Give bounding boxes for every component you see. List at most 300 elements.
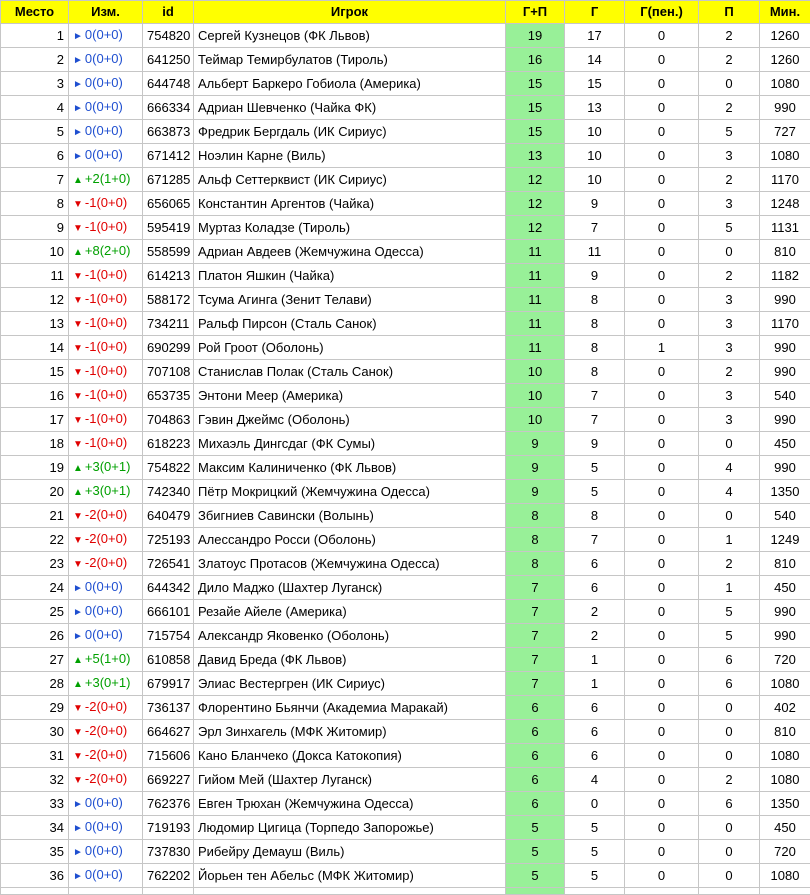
id-cell: 762376 bbox=[143, 792, 194, 816]
goals-cell: 1 bbox=[565, 672, 625, 696]
arrow-right-icon: ► bbox=[73, 607, 83, 618]
table-row[interactable] bbox=[1, 24, 810, 48]
id-cell: 671412 bbox=[143, 144, 194, 168]
arrow-right-icon: ► bbox=[73, 151, 83, 162]
place-cell: 29 bbox=[1, 696, 69, 720]
change-cell bbox=[69, 432, 143, 456]
change-cell bbox=[69, 600, 143, 624]
pen-cell: 0 bbox=[625, 96, 699, 120]
gp-cell: 10 bbox=[506, 384, 565, 408]
table-row[interactable] bbox=[1, 600, 810, 624]
table-row[interactable] bbox=[1, 192, 810, 216]
gp-cell: 9 bbox=[506, 480, 565, 504]
assists-cell: 6 bbox=[699, 792, 760, 816]
player-cell[interactable]: Тсума Агинга (Зенит Телави) bbox=[194, 288, 506, 312]
pen-cell: 0 bbox=[625, 360, 699, 384]
change-cell bbox=[69, 96, 143, 120]
id-cell: 588172 bbox=[143, 288, 194, 312]
gp-cell: 7 bbox=[506, 576, 565, 600]
change-cell bbox=[69, 24, 143, 48]
goals-cell: 7 bbox=[565, 384, 625, 408]
player-cell[interactable]: Златоус Протасов (Жемчужина Одесса) bbox=[194, 552, 506, 576]
gp-cell: 16 bbox=[506, 48, 565, 72]
goals-cell: 7 bbox=[565, 528, 625, 552]
table-row[interactable] bbox=[1, 696, 810, 720]
player-cell[interactable]: Адриан Шевченко (Чайка ФК) bbox=[194, 96, 506, 120]
arrow-down-icon: ▼ bbox=[73, 367, 83, 378]
arrow-down-icon: ▼ bbox=[73, 391, 83, 402]
pen-cell: 0 bbox=[625, 840, 699, 864]
pen-cell: 0 bbox=[625, 792, 699, 816]
player-cell[interactable]: Гийом Мей (Шахтер Луганск) bbox=[194, 768, 506, 792]
table-row[interactable] bbox=[1, 576, 810, 600]
minutes-cell: 1249 bbox=[760, 528, 810, 552]
pen-cell: 0 bbox=[625, 744, 699, 768]
header-place[interactable]: Место bbox=[1, 1, 69, 24]
minutes-cell: 1170 bbox=[760, 312, 810, 336]
assists-cell: 6 bbox=[699, 648, 760, 672]
minutes-cell: 1170 bbox=[760, 168, 810, 192]
player-cell[interactable]: Алессандро Росси (Оболонь) bbox=[194, 528, 506, 552]
arrow-down-icon: ▼ bbox=[73, 727, 83, 738]
arrow-down-icon: ▼ bbox=[73, 559, 83, 570]
header-gp[interactable]: Г+П bbox=[506, 1, 565, 24]
place-cell: 11 bbox=[1, 264, 69, 288]
player-cell[interactable]: Рой Гроот (Оболонь) bbox=[194, 336, 506, 360]
header-minutes[interactable]: Мин. bbox=[760, 1, 810, 24]
assists-cell: 0 bbox=[699, 240, 760, 264]
pen-cell: 0 bbox=[625, 216, 699, 240]
header-goals[interactable]: Г bbox=[565, 1, 625, 24]
change-cell bbox=[69, 744, 143, 768]
player-cell[interactable]: Йорьен тен Абельс (МФК Житомир) bbox=[194, 864, 506, 888]
place-cell: 2 bbox=[1, 48, 69, 72]
player-cell[interactable]: Дило Маджо (Шахтер Луганск) bbox=[194, 576, 506, 600]
player-cell[interactable]: Кано Бланчеко (Докса Катокопия) bbox=[194, 744, 506, 768]
place-cell: 10 bbox=[1, 240, 69, 264]
pen-cell: 0 bbox=[625, 672, 699, 696]
table-row[interactable] bbox=[1, 312, 810, 336]
table-row[interactable] bbox=[1, 384, 810, 408]
minutes-cell: 540 bbox=[760, 384, 810, 408]
place-cell: 17 bbox=[1, 408, 69, 432]
goals-cell: 5 bbox=[565, 480, 625, 504]
goals-cell: 7 bbox=[565, 216, 625, 240]
goals-cell: 14 bbox=[565, 48, 625, 72]
pen-cell: 0 bbox=[625, 264, 699, 288]
minutes-cell: 1080 bbox=[760, 672, 810, 696]
player-cell[interactable]: Энтони Меер (Америка) bbox=[194, 384, 506, 408]
arrow-right-icon: ► bbox=[73, 55, 83, 66]
header-row bbox=[1, 1, 810, 24]
arrow-right-icon: ► bbox=[73, 799, 83, 810]
arrow-down-icon: ▼ bbox=[73, 319, 83, 330]
place-cell: 14 bbox=[1, 336, 69, 360]
gp-cell: 11 bbox=[506, 312, 565, 336]
gp-cell: 8 bbox=[506, 552, 565, 576]
goals-cell: 9 bbox=[565, 192, 625, 216]
change-cell bbox=[69, 120, 143, 144]
pen-cell: 0 bbox=[625, 600, 699, 624]
table-row[interactable] bbox=[1, 240, 810, 264]
table-row[interactable] bbox=[1, 456, 810, 480]
gp-cell: 6 bbox=[506, 792, 565, 816]
arrow-down-icon: ▼ bbox=[73, 295, 83, 306]
pen-cell: 0 bbox=[625, 384, 699, 408]
id-cell: 653735 bbox=[143, 384, 194, 408]
gp-cell: 15 bbox=[506, 96, 565, 120]
place-cell: 13 bbox=[1, 312, 69, 336]
gp-cell: 5 bbox=[506, 816, 565, 840]
table-row[interactable] bbox=[1, 648, 810, 672]
change-cell bbox=[69, 264, 143, 288]
player-cell[interactable]: Михаэль Дингсдаг (ФК Сумы) bbox=[194, 432, 506, 456]
minutes-cell: 1080 bbox=[760, 864, 810, 888]
change-value: 0(0+0) bbox=[85, 51, 123, 66]
minutes-cell: 450 bbox=[760, 432, 810, 456]
gp-cell: 7 bbox=[506, 648, 565, 672]
gp-cell: 13 bbox=[506, 144, 565, 168]
assists-cell: 2 bbox=[699, 768, 760, 792]
change-value: +3(0+1) bbox=[85, 459, 131, 474]
assists-cell: 0 bbox=[699, 720, 760, 744]
id-cell: 610858 bbox=[143, 648, 194, 672]
id-cell: 704863 bbox=[143, 408, 194, 432]
pen-cell: 0 bbox=[625, 192, 699, 216]
id-cell: 644342 bbox=[143, 576, 194, 600]
goals-cell: 17 bbox=[565, 24, 625, 48]
change-value: 0(0+0) bbox=[85, 75, 123, 90]
arrow-down-icon: ▼ bbox=[73, 703, 83, 714]
change-cell bbox=[69, 456, 143, 480]
pen-cell: 0 bbox=[625, 576, 699, 600]
minutes-cell: 990 bbox=[760, 456, 810, 480]
goals-cell: 4 bbox=[565, 768, 625, 792]
gp-cell: 6 bbox=[506, 720, 565, 744]
arrow-right-icon: ► bbox=[73, 127, 83, 138]
table-row[interactable] bbox=[1, 672, 810, 696]
change-cell bbox=[69, 288, 143, 312]
assists-cell: 3 bbox=[699, 288, 760, 312]
minutes-cell: 1131 bbox=[760, 216, 810, 240]
id-cell: 644748 bbox=[143, 72, 194, 96]
change-value: -2(0+0) bbox=[85, 723, 127, 738]
player-cell[interactable]: Ноэлин Карне (Виль) bbox=[194, 144, 506, 168]
header-assists[interactable]: П bbox=[699, 1, 760, 24]
empty-cell bbox=[506, 888, 565, 895]
place-cell: 32 bbox=[1, 768, 69, 792]
place-cell: 33 bbox=[1, 792, 69, 816]
minutes-cell: 727 bbox=[760, 120, 810, 144]
change-value: -2(0+0) bbox=[85, 555, 127, 570]
player-cell[interactable]: Теймар Темирбулатов (Тироль) bbox=[194, 48, 506, 72]
arrow-up-icon: ▲ bbox=[73, 655, 83, 666]
player-cell[interactable]: Адриан Авдеев (Жемчужина Одесса) bbox=[194, 240, 506, 264]
change-cell bbox=[69, 480, 143, 504]
change-value: -1(0+0) bbox=[85, 339, 127, 354]
change-cell bbox=[69, 240, 143, 264]
gp-cell: 15 bbox=[506, 120, 565, 144]
place-cell: 21 bbox=[1, 504, 69, 528]
gp-cell: 15 bbox=[506, 72, 565, 96]
minutes-cell: 810 bbox=[760, 240, 810, 264]
assists-cell: 3 bbox=[699, 408, 760, 432]
arrow-right-icon: ► bbox=[73, 631, 83, 642]
player-cell[interactable]: Гэвин Джеймс (Оболонь) bbox=[194, 408, 506, 432]
table-row[interactable] bbox=[1, 144, 810, 168]
minutes-cell: 1080 bbox=[760, 144, 810, 168]
goals-cell: 8 bbox=[565, 504, 625, 528]
player-cell[interactable]: Пётр Мокрицкий (Жемчужина Одесса) bbox=[194, 480, 506, 504]
minutes-cell: 1260 bbox=[760, 48, 810, 72]
change-value: -1(0+0) bbox=[85, 411, 127, 426]
goals-cell: 10 bbox=[565, 120, 625, 144]
gp-cell: 11 bbox=[506, 264, 565, 288]
table-row[interactable] bbox=[1, 768, 810, 792]
arrow-up-icon: ▲ bbox=[73, 679, 83, 690]
table-row[interactable] bbox=[1, 744, 810, 768]
id-cell: 754822 bbox=[143, 456, 194, 480]
change-cell bbox=[69, 576, 143, 600]
player-cell[interactable]: Фредрик Бергдаль (ИК Сириус) bbox=[194, 120, 506, 144]
table-row[interactable] bbox=[1, 408, 810, 432]
goals-cell: 13 bbox=[565, 96, 625, 120]
pen-cell: 0 bbox=[625, 648, 699, 672]
gp-cell: 19 bbox=[506, 24, 565, 48]
minutes-cell: 810 bbox=[760, 552, 810, 576]
header-pen[interactable]: Г(пен.) bbox=[625, 1, 699, 24]
id-cell: 736137 bbox=[143, 696, 194, 720]
change-value: +8(2+0) bbox=[85, 243, 131, 258]
header-player[interactable]: Игрок bbox=[194, 1, 506, 24]
place-cell: 19 bbox=[1, 456, 69, 480]
id-cell: 640479 bbox=[143, 504, 194, 528]
table-row[interactable] bbox=[1, 168, 810, 192]
change-cell bbox=[69, 408, 143, 432]
player-cell[interactable]: Евген Трюхан (Жемчужина Одесса) bbox=[194, 792, 506, 816]
table-row[interactable] bbox=[1, 120, 810, 144]
id-cell: 663873 bbox=[143, 120, 194, 144]
table-row[interactable] bbox=[1, 48, 810, 72]
arrow-down-icon: ▼ bbox=[73, 439, 83, 450]
arrow-right-icon: ► bbox=[73, 31, 83, 42]
goals-cell: 10 bbox=[565, 144, 625, 168]
empty-row bbox=[1, 888, 810, 895]
goals-cell: 9 bbox=[565, 264, 625, 288]
pen-cell: 0 bbox=[625, 504, 699, 528]
id-cell: 762202 bbox=[143, 864, 194, 888]
change-value: -1(0+0) bbox=[85, 291, 127, 306]
table-row[interactable] bbox=[1, 336, 810, 360]
player-cell[interactable]: Флорентино Бьянчи (Академиа Маракай) bbox=[194, 696, 506, 720]
change-cell bbox=[69, 504, 143, 528]
assists-cell: 1 bbox=[699, 528, 760, 552]
assists-cell: 0 bbox=[699, 816, 760, 840]
table-row[interactable] bbox=[1, 816, 810, 840]
table-row[interactable] bbox=[1, 72, 810, 96]
player-cell[interactable]: Альф Сеттерквист (ИК Сириус) bbox=[194, 168, 506, 192]
change-value: -2(0+0) bbox=[85, 747, 127, 762]
arrow-right-icon: ► bbox=[73, 583, 83, 594]
gp-cell: 6 bbox=[506, 696, 565, 720]
player-cell[interactable]: Платон Яшкин (Чайка) bbox=[194, 264, 506, 288]
assists-cell: 4 bbox=[699, 456, 760, 480]
goals-cell: 0 bbox=[565, 792, 625, 816]
minutes-cell: 1080 bbox=[760, 768, 810, 792]
place-cell: 15 bbox=[1, 360, 69, 384]
change-cell bbox=[69, 648, 143, 672]
player-cell[interactable]: Резайе Айеле (Америка) bbox=[194, 600, 506, 624]
change-value: 0(0+0) bbox=[85, 795, 123, 810]
gp-cell: 7 bbox=[506, 624, 565, 648]
player-cell[interactable]: Альберт Баркеро Гобиола (Америка) bbox=[194, 72, 506, 96]
arrow-down-icon: ▼ bbox=[73, 343, 83, 354]
assists-cell: 2 bbox=[699, 168, 760, 192]
assists-cell: 3 bbox=[699, 384, 760, 408]
change-cell bbox=[69, 312, 143, 336]
minutes-cell: 1182 bbox=[760, 264, 810, 288]
pen-cell: 0 bbox=[625, 312, 699, 336]
arrow-down-icon: ▼ bbox=[73, 271, 83, 282]
gp-cell: 12 bbox=[506, 216, 565, 240]
player-cell[interactable]: Александр Яковенко (Оболонь) bbox=[194, 624, 506, 648]
change-cell bbox=[69, 672, 143, 696]
change-cell bbox=[69, 816, 143, 840]
minutes-cell: 990 bbox=[760, 360, 810, 384]
player-cell[interactable]: Эрл Зинхагель (МФК Житомир) bbox=[194, 720, 506, 744]
player-cell[interactable]: Элиас Вестергрен (ИК Сириус) bbox=[194, 672, 506, 696]
place-cell: 26 bbox=[1, 624, 69, 648]
arrow-right-icon: ► bbox=[73, 79, 83, 90]
arrow-up-icon: ▲ bbox=[73, 175, 83, 186]
player-cell[interactable]: Рибейру Демауш (Виль) bbox=[194, 840, 506, 864]
pen-cell: 0 bbox=[625, 696, 699, 720]
change-cell bbox=[69, 360, 143, 384]
table-row[interactable] bbox=[1, 432, 810, 456]
minutes-cell: 720 bbox=[760, 648, 810, 672]
table-row[interactable] bbox=[1, 288, 810, 312]
change-value: -2(0+0) bbox=[85, 531, 127, 546]
pen-cell: 0 bbox=[625, 552, 699, 576]
table-row[interactable] bbox=[1, 624, 810, 648]
table-row[interactable] bbox=[1, 840, 810, 864]
player-cell[interactable]: Давид Бреда (ФК Львов) bbox=[194, 648, 506, 672]
player-cell[interactable]: Збигниев Савински (Волынь) bbox=[194, 504, 506, 528]
table-row[interactable] bbox=[1, 792, 810, 816]
header-id[interactable]: id bbox=[143, 1, 194, 24]
empty-cell bbox=[69, 888, 143, 895]
goals-cell: 6 bbox=[565, 552, 625, 576]
change-value: +5(1+0) bbox=[85, 651, 131, 666]
change-value: -1(0+0) bbox=[85, 219, 127, 234]
goals-cell: 5 bbox=[565, 864, 625, 888]
id-cell: 618223 bbox=[143, 432, 194, 456]
table-row[interactable] bbox=[1, 720, 810, 744]
pen-cell: 0 bbox=[625, 816, 699, 840]
gp-cell: 7 bbox=[506, 672, 565, 696]
pen-cell: 0 bbox=[625, 864, 699, 888]
player-cell[interactable]: Максим Калиниченко (ФК Львов) bbox=[194, 456, 506, 480]
id-cell: 595419 bbox=[143, 216, 194, 240]
place-cell: 36 bbox=[1, 864, 69, 888]
player-cell[interactable]: Станислав Полак (Сталь Санок) bbox=[194, 360, 506, 384]
change-cell bbox=[69, 336, 143, 360]
id-cell: 558599 bbox=[143, 240, 194, 264]
change-cell bbox=[69, 216, 143, 240]
player-cell[interactable]: Константин Аргентов (Чайка) bbox=[194, 192, 506, 216]
gp-cell: 8 bbox=[506, 528, 565, 552]
table-row[interactable] bbox=[1, 528, 810, 552]
table-row[interactable] bbox=[1, 360, 810, 384]
player-cell[interactable]: Муртаз Коладзе (Тироль) bbox=[194, 216, 506, 240]
gp-cell: 11 bbox=[506, 288, 565, 312]
change-value: 0(0+0) bbox=[85, 147, 123, 162]
change-cell bbox=[69, 696, 143, 720]
arrow-down-icon: ▼ bbox=[73, 511, 83, 522]
arrow-up-icon: ▲ bbox=[73, 247, 83, 258]
place-cell: 8 bbox=[1, 192, 69, 216]
place-cell: 18 bbox=[1, 432, 69, 456]
change-value: 0(0+0) bbox=[85, 819, 123, 834]
change-value: -1(0+0) bbox=[85, 315, 127, 330]
place-cell: 35 bbox=[1, 840, 69, 864]
minutes-cell: 540 bbox=[760, 504, 810, 528]
gp-cell: 10 bbox=[506, 408, 565, 432]
table-row[interactable] bbox=[1, 216, 810, 240]
pen-cell: 0 bbox=[625, 168, 699, 192]
minutes-cell: 990 bbox=[760, 288, 810, 312]
minutes-cell: 450 bbox=[760, 816, 810, 840]
goals-cell: 8 bbox=[565, 312, 625, 336]
goals-cell: 15 bbox=[565, 72, 625, 96]
gp-cell: 7 bbox=[506, 600, 565, 624]
empty-cell bbox=[194, 888, 506, 895]
change-cell bbox=[69, 192, 143, 216]
change-cell bbox=[69, 624, 143, 648]
place-cell: 12 bbox=[1, 288, 69, 312]
table-row[interactable] bbox=[1, 504, 810, 528]
table-row[interactable] bbox=[1, 864, 810, 888]
change-cell bbox=[69, 528, 143, 552]
player-cell[interactable]: Ральф Пирсон (Сталь Санок) bbox=[194, 312, 506, 336]
header-change[interactable]: Изм. bbox=[69, 1, 143, 24]
assists-cell: 3 bbox=[699, 192, 760, 216]
goals-cell: 5 bbox=[565, 816, 625, 840]
place-cell: 1 bbox=[1, 24, 69, 48]
table-row[interactable] bbox=[1, 480, 810, 504]
table-row[interactable] bbox=[1, 96, 810, 120]
arrow-right-icon: ► bbox=[73, 823, 83, 834]
goals-cell: 6 bbox=[565, 720, 625, 744]
table-row[interactable] bbox=[1, 552, 810, 576]
place-cell: 3 bbox=[1, 72, 69, 96]
id-cell: 737830 bbox=[143, 840, 194, 864]
id-cell: 754820 bbox=[143, 24, 194, 48]
assists-cell: 5 bbox=[699, 600, 760, 624]
table-row[interactable] bbox=[1, 264, 810, 288]
change-cell bbox=[69, 840, 143, 864]
gp-cell: 10 bbox=[506, 360, 565, 384]
arrow-right-icon: ► bbox=[73, 847, 83, 858]
empty-cell bbox=[760, 888, 810, 895]
change-cell bbox=[69, 552, 143, 576]
player-cell[interactable]: Людомир Цигица (Торпедо Запорожье) bbox=[194, 816, 506, 840]
arrow-down-icon: ▼ bbox=[73, 751, 83, 762]
id-cell: 715606 bbox=[143, 744, 194, 768]
player-cell[interactable]: Сергей Кузнецов (ФК Львов) bbox=[194, 24, 506, 48]
arrow-right-icon: ► bbox=[73, 103, 83, 114]
assists-cell: 2 bbox=[699, 360, 760, 384]
